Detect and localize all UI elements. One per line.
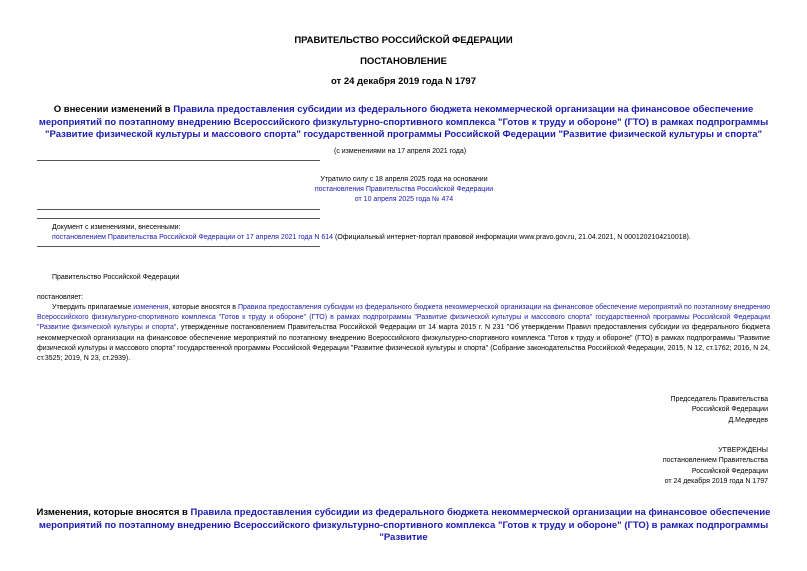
changes-line (52, 233, 772, 242)
divider (37, 160, 320, 161)
changes-title-link[interactable]: Правила предоставления субсидии из федерального бюджета некоммерческой организации на финансовое обеспечение мероприятий по поэтапному внедрению Всероссийского физкультурно-спортивного комплекса "Готов к труду и обороне" (ГТО) в рамках подпрограммы "Развитие (38, 507, 771, 543)
title-prefix: О внесении изменений в (53, 104, 174, 115)
amended-note: (с изменениями на 17 апреля 2021 года) (334, 148, 467, 155)
changes-title (36, 507, 771, 545)
rules-ref-link[interactable]: Правила предоставления субсидии из федерального бюджета некоммерческой организации на финансовое обеспечение мероприятий по поэтапному внедрению Всероссийского физкультурно-спортивного комплекса "Готов к труду и обороне" (ГТО) в рамках подпрограммы "Развитие физической культуры и массового спорта" государственной программы Российской Федерации "Развитие физической культуры и спорта" (37, 304, 770, 332)
approved-line-1: УТВЕРЖДЕНЫ (718, 447, 768, 454)
changes-ref-link[interactable]: изменения (133, 304, 169, 311)
signature-block (671, 395, 768, 426)
signature-line-1: Председатель Правительства (670, 396, 768, 403)
document-type: ПОСТАНОВЛЕНИЕ (360, 56, 447, 67)
rules-link[interactable]: Правила предоставления субсидии из федерального бюджета некоммерческой организации на финансовое обеспечение мероприятий по поэтапному внедрению Всероссийского физкультурно-спортивного комплекса "Готов к труду и обороне" (ГТО) в рамках подпрограммы "Развитие физической культуры и массового спорта" государственной программы Российской Федерации "Развитие физической культуры и спорта" (38, 104, 769, 140)
changes-source: (Официальный интернет-портал правовой информации www.pravo.gov.ru, 21.04.2021, N 0001202104210018). (333, 234, 691, 241)
expired-line-1: Утратило силу с 18 апреля 2025 года на основании (320, 176, 488, 183)
government-header: ПРАВИТЕЛЬСТВО РОССИЙСКОЙ ФЕДЕРАЦИИ (294, 35, 513, 46)
approved-block (663, 446, 768, 488)
para-text-a: Утвердить прилагаемые (52, 304, 134, 311)
para-text-c: , утвержденные постановлением Правительства Российской Федерации от 14 марта 2015 г. N 231 "Об утверждении Правил предоставления субсидии из федерального бюджета некоммерческой организации на финансовое обеспечение мероприятий по поэтапному внедрению Всероссийского физкультурно-спортивного комплекса "Готов к труду и обороне" (ГТО) в рамках подпрограммы "Развитие физической культуры и массового спорта" государственной программы Российской Федерации "Развитие физической культуры и спорта" (Собрание законодательства Российской Федерации, 2015, N 12, ст.1762; 2016, N 24, ст.3525; 2019, N 23, ст.2939). (37, 324, 771, 363)
approved-line-2: постановлением Правительства (662, 457, 768, 465)
signature-line-2: Российской Федерации (691, 406, 768, 414)
approved-line-4: от 24 декабря 2019 года N 1797 (664, 478, 768, 486)
changes-title-prefix: Изменения, которые вносятся в (36, 507, 191, 518)
approved-line-3: Российской Федерации (691, 467, 768, 475)
expired-link-2[interactable]: от 10 апреля 2025 года № 474 (354, 196, 454, 203)
document-title (36, 104, 771, 142)
signature-line-3: Д.Медведев (728, 416, 768, 424)
main-paragraph (37, 303, 770, 364)
changes-label: Документ с изменениями, внесенными: (52, 224, 181, 231)
expired-link-1[interactable]: постановления Правительства Российской Федерации (314, 186, 494, 193)
divider (37, 246, 320, 247)
decides-line: постановляет: (37, 294, 84, 301)
para-text-b: , которые вносятся в (168, 304, 238, 311)
divider (37, 209, 320, 210)
document-date: от 24 декабря 2019 года N 1797 (330, 76, 476, 87)
gov-line: Правительство Российской Федерации (52, 274, 180, 281)
changes-link[interactable]: постановлением Правительства Российской Федерации от 17 апреля 2021 года N 614 (52, 234, 334, 241)
divider (37, 218, 320, 219)
